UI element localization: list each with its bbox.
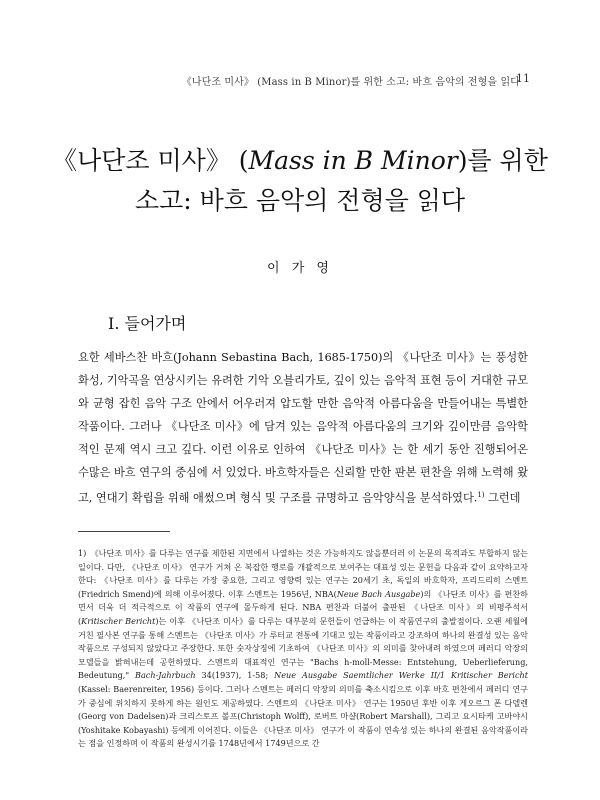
title-line1-italic: Mass in B Minor [248, 146, 458, 175]
running-header: 《나단조 미사》 (Mass in B Minor)를 위한 소고: 바흐 음악의 전형을 읽다 [181, 77, 520, 88]
footnote-mark: 1) [78, 548, 87, 558]
footnote-italic-nba: Neue Bach Ausgabe [336, 588, 421, 599]
footnote-divider [78, 531, 170, 532]
footnote-italic-kb: Kritischer Bericht [81, 615, 156, 626]
author-name: 이 가 영 [267, 261, 333, 276]
body-paragraph [78, 346, 528, 510]
footnote-ref[interactable]: 1) [477, 491, 485, 499]
footnote-part1: 《나단조 미사》를 다루는 연구를 제한된 지면에서 나열하는 것은 가능하지도 않을뿐더러 이 논문의 목적과도 부합하지 않는 일이다. 다만, 《나단조 미사》 연구가 거쳐 온 복잡한 행로를 개괄적으로 보여주는 대표성 있는 문헌을 다음과 같이 요약하고자 한다: 《나단조 미사》를 다루는 가장 중요한, 그리고 영향력 있는 연구는 20세기 초, 독일의 바흐학자, 프리드리히 스멘트(Friedrich Smend)에 의해 이루어졌다. 이후 스멘트는 1956년, NBA( [78, 548, 528, 599]
title-line1-prefix: 《나단조 미사》 ( [52, 146, 249, 175]
article-title [40, 141, 560, 221]
section-heading: I. 들어가며 [108, 314, 187, 333]
footnote-part5: (Kassel: Baerenreiter, 1956) 등이다. 그러나 스멘트는 페러디 악장의 의미를 축소시킴으로 이후 바흐 편찬에서 페러디 연구가 중심에 위치하지 못하게 하는 원인도 제공하였다. 스멘트의 《나단조 미사》 연구는 1950년 후반 이후 게오르그 폰 다델렌(Georg von Dadelsen)과 크리스토프 볼프(Christoph Wolff), 로버트 마샬(Robert Marshall), 그리고 요시타케 고바야시(Yoshitake Kobayashi) 등에게 이어진다. 이들은 《나단조 미사》 연구가 이 작품이 연속성 있는 하나의 완결된 음악작품이라는 점을 인정하며 이 작품의 완성시기를 1748년에서 1749년으로 간 [78, 683, 528, 749]
title-line1-suffix: )를 위한 [457, 146, 548, 175]
body-paragraph-trailing: 그런데 [484, 491, 521, 505]
page-number: 11 [516, 72, 530, 85]
body-text [78, 346, 528, 510]
footnote-part4: 34(1937), 1-58; [195, 670, 275, 681]
body-paragraph-text: 요한 세바스찬 바흐(Johann Sebastina Bach, 1685-1750)의 《나단조 미사》는 풍성한 화성, 기악곡을 연상시키는 유려한 기악 오블리가토, 깊이 있는 음악적 표현 등이 거대한 규모와 균형 잡힌 음악 구조 안에서 어우러져 압도할 만한 음악적 아름다움을 만들어내는 특별한 작품이다. 그러나 《나단조 미사》에 담겨 있는 음악적 아름다움의 크기와 깊이만큼 음악학적인 문제 역시 크고 깊다. 이런 이유로 인하여 《나단조 미사》는 한 세기 동안 진행되어온 수많은 바흐 연구의 중심에 서 있었다. 바흐학자들은 신뢰할 만한 판본 편찬을 위해 노력해 왔고, 연대기 확립을 위해 애썼으며 형식 및 구조를 규명하고 음악양식을 분석하였다. [78, 351, 528, 505]
title-line2: 소고: 바흐 음악의 전형을 읽다 [134, 186, 465, 215]
footnote [78, 547, 528, 751]
footnote-italic-nasw: Neue Ausgabe Saemtlicher Werke II/1 Kritischer Bericht [274, 670, 528, 681]
footnote-part3: )는 이후 《나단조 미사》를 다루는 대부분의 문헌들이 언급하는 이 작품연구의 출발점이다. 오랜 세월에 거친 필사본 연구를 통해 스멘트는 《나단조 미사》가 루터교 전통에 기대고 있는 작품이라고 강조하며 하나의 완결성 있는 음악작품으로 구성되지 않았다고 주장한다. 또한 숫자상징에 기초하여 《나단조 미사》의 의미를 찾아내려 하였으며 페러디 악장의 모델들을 밝혀내는데 공헌하였다. 스멘트의 대표적인 연구는 "Bachs h-moll-Messe: Entstehung, Ueberlieferung, Bedeutung," [78, 615, 528, 681]
footnote-part2: )의 《나단조 미사》를 편찬하면서 더욱 더 적극적으로 이 작품의 연구에 몰두하게 된다. NBA 편찬과 더불어 출판된 《나단조 미사》의 비평주석서( [78, 588, 528, 626]
footnote-italic-bjb: Bach-Jahrbuch [135, 670, 196, 681]
